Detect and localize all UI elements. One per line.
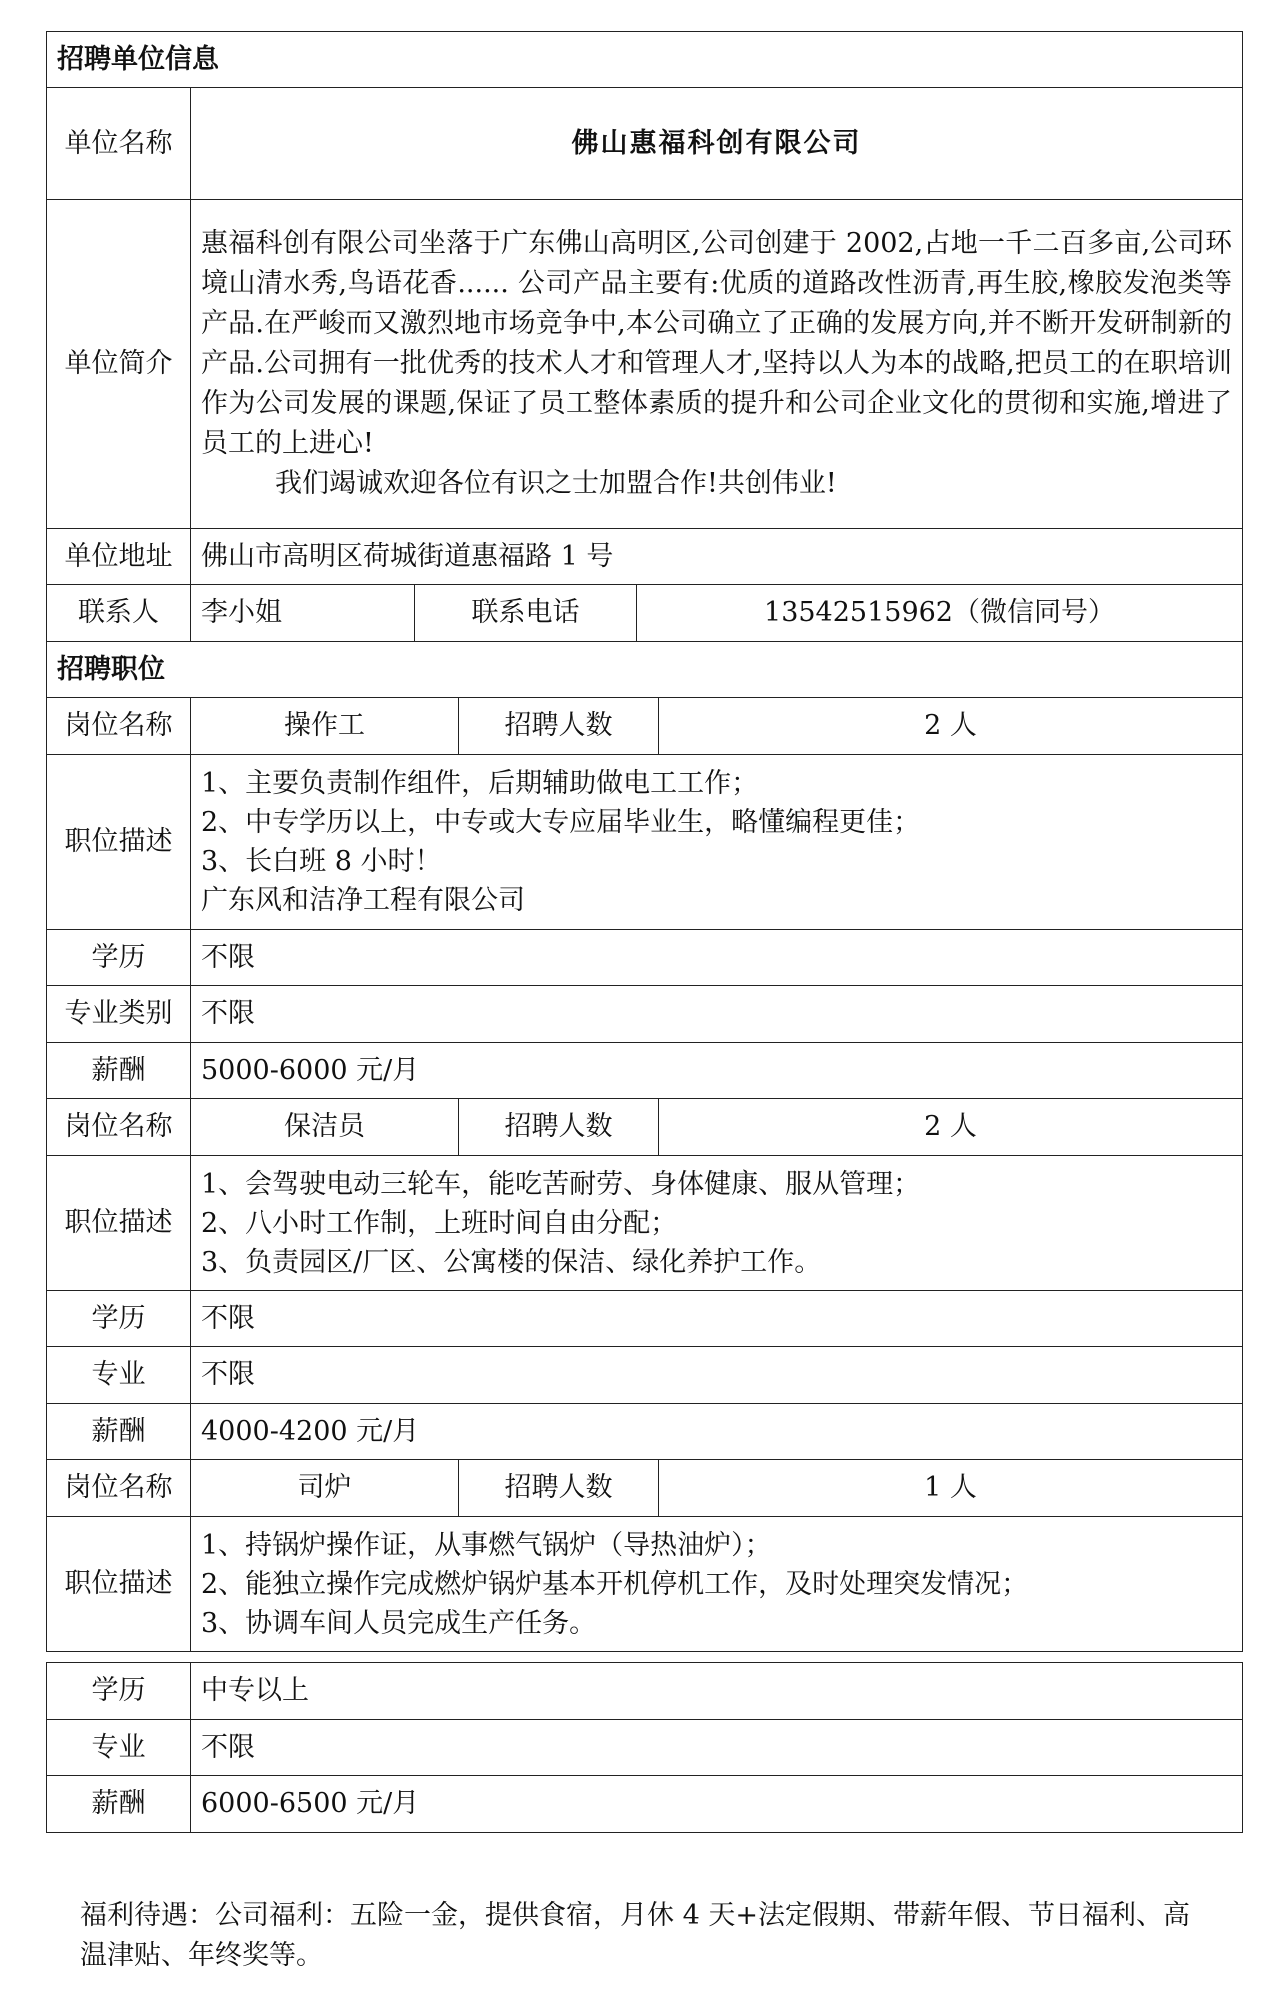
job-desc-line: 3、长白班 8 小时！ — [201, 846, 442, 877]
benefits-text: 福利待遇：公司福利：五险一金，提供食宿，月休 4 天+法定假期、带薪年假、节日福利、高温津贴、年终奖等。 — [80, 1900, 1190, 1971]
company-intro-paragraph: 惠福科创有限公司坐落于广东佛山高明区,公司创建于 2002,占地一千二百多亩,公司环境山清水秀,鸟语花香...... 公司产品主要有:优质的道路改性沥青,再生胶,橡胶发泡类等产品.在严峻而又激烈地市场竞争中,本公司确立了正确的发展方向,并不断开发研制新的产品.公司拥有一批优秀的技术人才和管理人才,坚持以人为本的战略,把员工的在职培训作为公司发展的课题,保证了员工整体素质的提升和公司企业文化的贯彻和实施,增进了员工的上进心! — [201, 228, 1232, 459]
job-desc-line: 1、持锅炉操作证，从事燃气锅炉（导热油炉）； — [201, 1529, 772, 1561]
recruitment-table — [46, 31, 1243, 1652]
job-major-label: 专业 — [47, 1347, 191, 1404]
job-title-label: 岗位名称 — [47, 698, 191, 755]
job-desc-line: 3、负责园区/厂区、公寓楼的保洁、绿化养护工作。 — [201, 1246, 822, 1278]
job-edu-label: 学历 — [47, 930, 191, 986]
contact-label: 联系人 — [47, 585, 191, 642]
job-salary-label: 薪酬 — [47, 1776, 191, 1833]
phone-value: 13542515962（微信同号） — [637, 585, 1243, 642]
job-title-label: 岗位名称 — [47, 1460, 191, 1517]
job-count: 2 人 — [659, 1099, 1243, 1156]
job-major: 不限 — [191, 1720, 1243, 1776]
job-salary-label: 薪酬 — [47, 1043, 191, 1099]
job-salary-label: 薪酬 — [47, 1404, 191, 1460]
phone-label: 联系电话 — [415, 585, 637, 642]
job-major-label: 专业类别 — [47, 986, 191, 1043]
job-count-label: 招聘人数 — [459, 1099, 659, 1156]
job-desc-label: 职位描述 — [47, 1156, 191, 1291]
job-desc-line: 1、主要负责制作组件，后期辅助做电工工作； — [201, 768, 759, 799]
job-major-label: 专业 — [47, 1720, 191, 1776]
recruitment-table-continued — [46, 1662, 1243, 1833]
job-title: 司炉 — [191, 1460, 459, 1517]
job-edu-label: 学历 — [47, 1291, 191, 1347]
job-edu-label: 学历 — [47, 1663, 191, 1720]
job-count: 1 人 — [659, 1460, 1243, 1517]
job-count-label: 招聘人数 — [459, 698, 659, 755]
job-salary: 4000-4200 元/月 — [191, 1404, 1243, 1460]
section-jobs-header: 招聘职位 — [47, 642, 1243, 698]
job-title-label: 岗位名称 — [47, 1099, 191, 1156]
job-count-label: 招聘人数 — [459, 1460, 659, 1517]
job-desc-line: 2、能独立操作完成燃炉锅炉基本开机停机工作，及时处理突发情况； — [201, 1568, 1029, 1600]
job-desc-line: 1、会驾驶电动三轮车，能吃苦耐劳、身体健康、服从管理； — [201, 1168, 921, 1200]
job-edu: 中专以上 — [191, 1663, 1243, 1720]
job-edu: 不限 — [191, 1291, 1243, 1347]
company-intro-welcome: 我们竭诚欢迎各位有识之士加盟合作!共创伟业! — [275, 468, 837, 499]
job-count: 2 人 — [659, 698, 1243, 755]
job-salary: 5000-6000 元/月 — [191, 1043, 1243, 1099]
job-major: 不限 — [191, 986, 1243, 1043]
job-salary: 6000-6500 元/月 — [191, 1776, 1243, 1833]
company-intro — [191, 200, 1243, 529]
job-desc — [191, 1156, 1243, 1291]
job-desc-label: 职位描述 — [47, 755, 191, 930]
job-title: 操作工 — [191, 698, 459, 755]
job-desc-line: 2、八小时工作制，上班时间自由分配； — [201, 1207, 678, 1239]
job-desc — [191, 1517, 1243, 1652]
contact-value: 李小姐 — [191, 585, 415, 642]
job-desc-line: 2、中专学历以上，中专或大专应届毕业生，略懂编程更佳； — [201, 807, 921, 838]
job-desc-label: 职位描述 — [47, 1517, 191, 1652]
job-desc — [191, 755, 1243, 930]
address-label: 单位地址 — [47, 529, 191, 585]
section-company-header: 招聘单位信息 — [47, 32, 1243, 88]
job-edu: 不限 — [191, 930, 1243, 986]
job-desc-line: 广东风和洁净工程有限公司 — [201, 885, 525, 916]
job-major: 不限 — [191, 1347, 1243, 1404]
company-intro-label: 单位简介 — [47, 200, 191, 529]
company-name: 佛山惠福科创有限公司 — [191, 88, 1243, 200]
address-value: 佛山市高明区荷城街道惠福路 1 号 — [191, 529, 1243, 585]
job-desc-line: 3、协调车间人员完成生产任务。 — [201, 1607, 597, 1639]
job-title: 保洁员 — [191, 1099, 459, 1156]
company-name-label: 单位名称 — [47, 88, 191, 200]
